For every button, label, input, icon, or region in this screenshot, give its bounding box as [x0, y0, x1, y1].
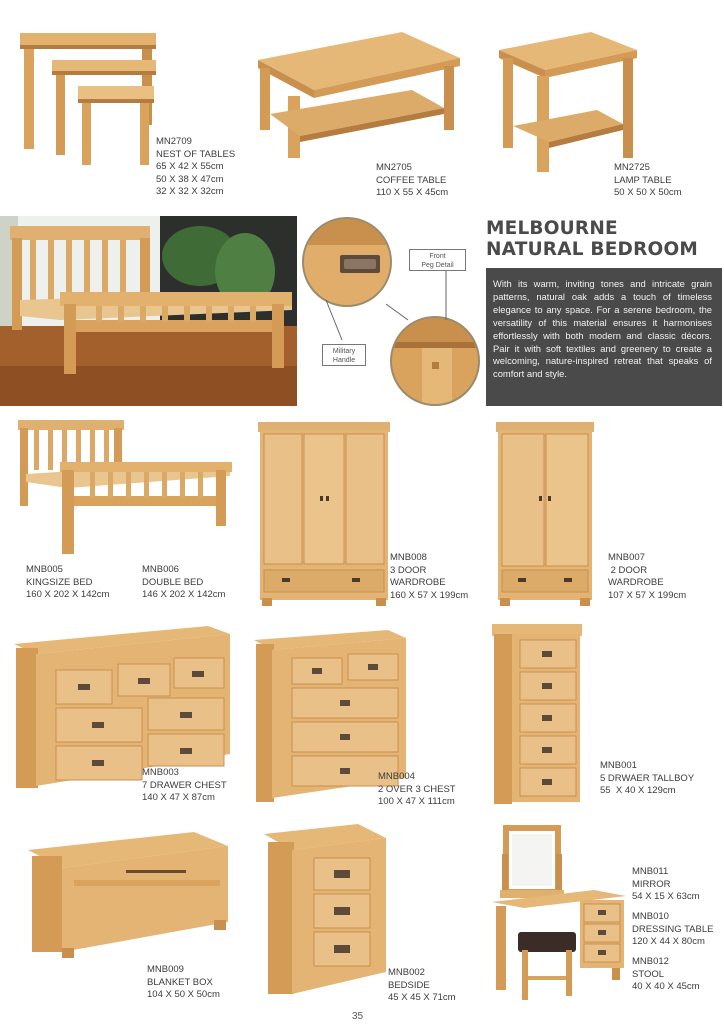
product-dimensions: 50 X 50 X 50cm — [614, 187, 682, 199]
product-code: MNB004 — [378, 771, 415, 782]
product-dimensions: 120 X 44 X 80cm — [632, 936, 705, 948]
two-over-three-chest-label — [378, 771, 456, 809]
product-dimensions: 54 X 15 X 63cm — [632, 891, 700, 903]
military-handle-callout: Military Handle — [322, 344, 366, 366]
bedside-label — [388, 967, 456, 1005]
product-code: MNB006 — [142, 564, 179, 575]
lamp-table-image — [497, 30, 641, 176]
bed-image — [16, 418, 234, 558]
product-code: MNB005 — [26, 564, 63, 575]
product-dimensions: 107 X 57 X 199cm — [608, 589, 687, 601]
product-name: KINGSIZE BED — [26, 576, 93, 588]
product-name: LAMP TABLE — [614, 174, 672, 186]
product-dimensions: 65 X 42 X 55cm — [156, 161, 224, 173]
product-code: MN2709 — [156, 136, 192, 147]
product-name: COFFEE TABLE — [376, 174, 447, 186]
description-box: With its warm, inviting tones and intricate grain patterns, natural oak adds a touch of timeless elegance to any space. For a serene bedroom, the versatility of this material ensures it harmonises effortlessly with both modern and classic décors. Pair it with soft textiles and greenery to create a welcoming, nature-inspired retreat that speaks of comfort and style. — [486, 268, 722, 406]
seven-drawer-chest-label — [142, 767, 227, 805]
product-code: MNB008 — [390, 552, 427, 563]
coffee-table-label — [376, 162, 448, 200]
nest-of-tables-image — [18, 30, 160, 170]
product-name: 2 DOOR — [608, 564, 648, 576]
product-dimensions: 55 X 40 X 129cm — [600, 785, 676, 797]
product-dimensions: 40 X 40 X 45cm — [632, 981, 700, 993]
tallboy-image — [490, 622, 584, 808]
three-door-wardrobe-label — [390, 552, 468, 602]
tallboy-label — [600, 760, 694, 798]
product-code: MNB011 — [632, 866, 669, 877]
three-door-wardrobe-image — [256, 420, 392, 608]
double-bed-label — [142, 564, 225, 602]
two-door-wardrobe-label — [608, 552, 686, 602]
product-code: MN2725 — [614, 162, 650, 173]
product-code: MNB007 — [608, 552, 645, 563]
product-code: MNB010 — [632, 911, 669, 922]
product-code: MNB002 — [388, 967, 425, 978]
product-dimensions: 110 X 55 X 45cm — [376, 187, 449, 199]
dressing-table-set-image — [490, 824, 630, 1004]
product-name: 2 OVER 3 CHEST — [378, 783, 456, 795]
product-code: MNB003 — [142, 767, 179, 778]
product-dimensions: 32 X 32 X 32cm — [156, 186, 224, 198]
product-name: STOOL — [632, 968, 665, 980]
bedside-image — [262, 822, 390, 998]
product-name: BEDSIDE — [388, 979, 430, 991]
front-peg-detail-callout: Front Peg Detail — [409, 249, 466, 271]
coffee-table-image — [252, 30, 462, 162]
product-dimensions: 50 X 38 X 47cm — [156, 173, 224, 185]
blanket-box-image — [26, 830, 230, 960]
page-number: 35 — [352, 1011, 364, 1022]
product-name: WARDROBE — [390, 577, 446, 589]
product-name: 5 DRWAER TALLBOY — [600, 772, 695, 784]
product-name: 7 DRAWER CHEST — [142, 779, 227, 791]
bedroom-lifestyle-photo — [0, 216, 297, 406]
nest-of-tables-label — [156, 136, 235, 199]
blanket-box-label — [147, 964, 220, 1002]
kingsize-bed-label — [26, 564, 109, 602]
product-dimensions: 146 X 202 X 142cm — [142, 589, 226, 601]
product-code: MNB009 — [147, 964, 184, 975]
mirror-label — [632, 866, 700, 904]
product-dimensions: 45 X 45 X 71cm — [388, 992, 456, 1004]
product-code: MNB001 — [600, 760, 637, 771]
product-name: NEST OF TABLES — [156, 148, 236, 160]
lamp-table-label — [614, 162, 682, 200]
product-name: WARDROBE — [608, 577, 664, 589]
product-dimensions: 160 X 57 X 199cm — [390, 589, 469, 601]
product-name: 3 DOOR — [390, 564, 427, 576]
product-name: DOUBLE BED — [142, 576, 204, 588]
dressing-table-label — [632, 911, 713, 949]
product-code: MNB012 — [632, 956, 669, 967]
page-title: MELBOURNE NATURAL BEDROOM — [486, 218, 699, 260]
product-dimensions: 104 X 50 X 50cm — [147, 989, 220, 1001]
product-name: DRESSING TABLE — [632, 923, 714, 935]
product-dimensions: 100 X 47 X 111cm — [378, 796, 455, 808]
product-code: MN2705 — [376, 162, 412, 173]
stool-label — [632, 956, 700, 994]
product-name: MIRROR — [632, 878, 671, 890]
product-dimensions: 140 X 47 X 87cm — [142, 792, 215, 804]
two-door-wardrobe-image — [494, 420, 596, 608]
product-name: BLANKET BOX — [147, 976, 213, 988]
product-dimensions: 160 X 202 X 142cm — [26, 589, 110, 601]
